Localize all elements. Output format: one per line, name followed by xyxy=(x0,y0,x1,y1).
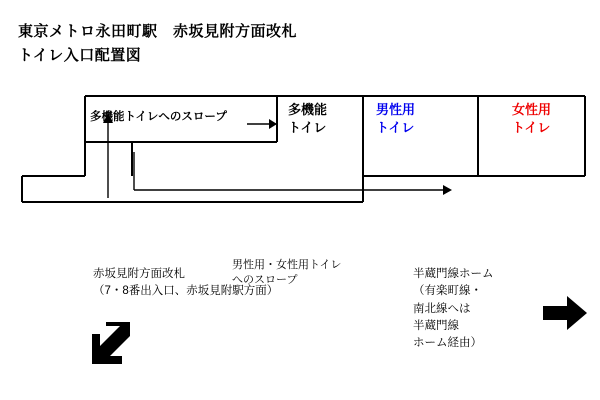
caption-hanzomon-line-4: 半蔵門線 xyxy=(413,319,459,332)
page-title-line-2: トイレ入口配置図 xyxy=(18,47,142,64)
caption-hanzomon-line-5: ホーム経由） xyxy=(413,337,482,349)
room-label-womens-toilet xyxy=(512,101,551,136)
caption-hanzomon-line-platform xyxy=(413,266,494,352)
room-label-multi-purpose-line-2: トイレ xyxy=(288,119,327,135)
caption-hanzomon-line-1: 半蔵門線ホーム xyxy=(413,268,494,280)
room-label-multi-purpose-toilet xyxy=(288,101,327,136)
caption-ticket-gate-line-2: （7・8番出入口、赤坂見附駅方面） xyxy=(93,285,279,298)
arrow-down-left-icon xyxy=(88,320,136,366)
slope-up-arrow-icon xyxy=(103,113,113,198)
caption-ticket-gate-line-1: 赤坂見附方面改札 xyxy=(93,268,185,280)
room-label-womens-line-2: トイレ xyxy=(512,119,551,135)
caption-hanzomon-line-2: （有楽町線・ xyxy=(413,285,482,298)
slope-to-mens-womens-line-2: へのスロープ xyxy=(232,274,298,287)
slope-mw-arrow-icon xyxy=(134,152,452,195)
room-label-multi-purpose-line-1: 多機能 xyxy=(288,102,328,117)
page-title-line-1: 東京メトロ永田町駅 赤坂見附方面改札 xyxy=(18,23,298,40)
room-label-womens-line-1: 女性用 xyxy=(512,102,552,117)
slope-to-mens-womens-line-1: 男性用・女性用トイレ xyxy=(232,259,342,271)
slope-to-multi-purpose-label: 多機能トイレへのスロープ xyxy=(90,111,227,123)
room-label-mens-line-2: トイレ xyxy=(376,119,415,135)
room-label-mens-toilet xyxy=(376,101,415,136)
caption-hanzomon-line-3: 南北線へは xyxy=(413,302,471,315)
caption-ticket-gate xyxy=(93,266,278,301)
slope-multi-arrow-icon xyxy=(247,119,277,129)
room-label-mens-line-1: 男性用 xyxy=(376,102,416,117)
arrow-right-icon xyxy=(543,296,587,330)
